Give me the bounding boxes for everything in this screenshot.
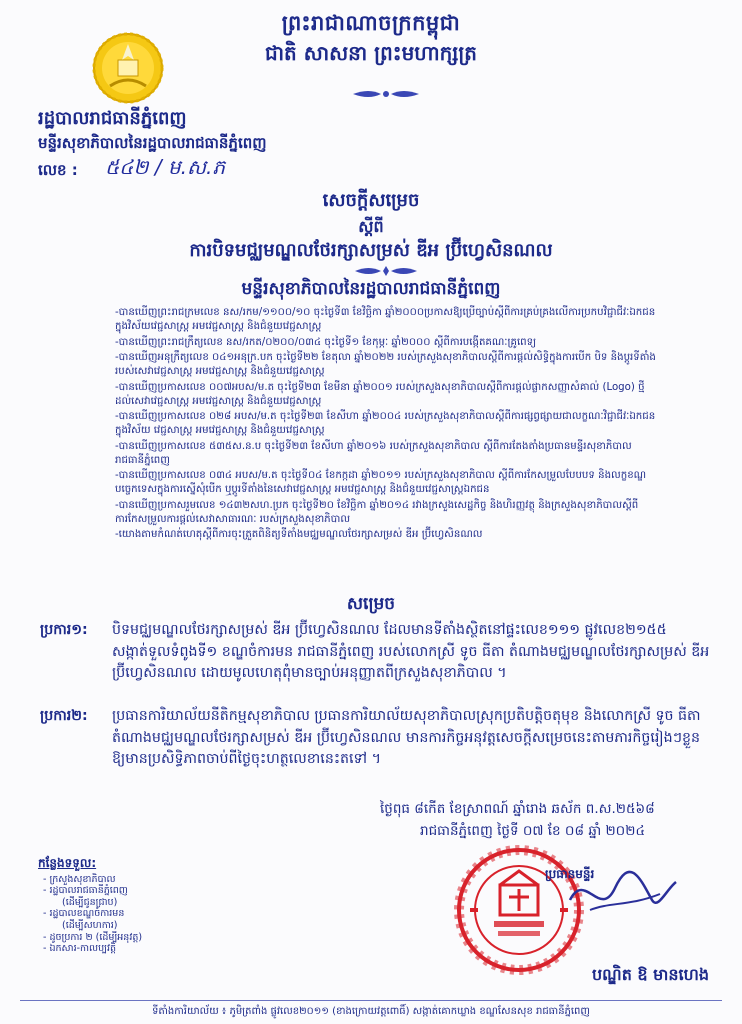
recipients-heading: កន្លែងទទួល: <box>38 856 97 870</box>
signer-title: ប្រធានមន្ទីរ <box>545 867 595 881</box>
ornament-divider-icon <box>351 86 421 102</box>
consideration-item: -បានឃើញប្រកាសរួមលេខ ១៤៣២សហ.ប្រក ចុះថ្ងៃទី២០ ខែវិច្ឆិកា ឆ្នាំ២០១៤ រវាងក្រសួងសេដ្ឋកិច្ច និងហិរញ្ញវត្ថុ និងក្រសួងសុខាភិបាលស្ដីពីការកែសម្រួលការផ្ដល់សេវាសាធារណៈ របស់ក្រសួងសុខាភិបាល <box>115 499 639 525</box>
consideration-item: -យោងតាមកំណត់ហេតុស្ដីពីការចុះត្រួតពិនិត្យទីតាំងមជ្ឈមណ្ឌលថែរក្សាសម្រស់ ឌីអ ប្រ៊ីហ្វេសិនណល <box>115 529 483 540</box>
footer-address: ទីតាំងការិយាល័យ ៖ ភូមិត្រពាំង ផ្លូវលេខ២០១១ (ខាងក្រោយវត្តពោធិ៍) សង្កាត់គោកឃ្លាង ខណ្ឌសែនសុខ រាជធានីភ្នំពេញ <box>152 1006 590 1017</box>
consideration-item: -បានឃើញអនុក្រឹត្យលេខ ០៤១អនុក្រ.បក ចុះថ្ងៃទី២២ ខែតុលា ឆ្នាំ២០២២ របស់ក្រសួងសុខាភិបាលស្ដីពីការផ្ដល់សិទ្ធិក្នុងការបើក បិទ និងប្ដូរទីតាំងរបស់សេវាវេជ្ជសាស្ត្រ អមវេជ្ជសាស្ត្រ និងជំនួយវេជ្ជសាស្ត្រ <box>115 352 656 377</box>
recipient-item: - រដ្ឋបាលរាជធានីភ្នំពេញ <box>43 885 128 897</box>
article-label: ប្រការ១: <box>40 622 88 638</box>
about-label: ស្ដីពី <box>358 217 384 236</box>
recipient-item: - ដូចប្រការ ២ (ដើម្បីអនុវត្ត) <box>43 931 143 943</box>
recipients-block <box>38 858 188 955</box>
article-2 <box>40 706 712 796</box>
recipient-item: - រដ្ឋបាលខណ្ឌចំការមន <box>43 908 125 920</box>
document-subject: ការបិទមជ្ឈមណ្ឌលថែរក្សាសម្រស់ ឌីអ ប្រ៊ីហ្វេសិនណល <box>189 240 553 261</box>
consideration-item: -បានឃើញប្រកាសលេខ ០៣៤ អបស/ម.ត ចុះថ្ងៃទី០៤ ខែកក្កដា ឆ្នាំ២០១១ របស់ក្រសួងសុខាភិបាល ស្ដីពីការកែសម្រួលបែបបទ និងលក្ខខណ្ឌបច្ចេកទេសក្នុងការស្នើសុំបើក ឬប្ដូរទីតាំងនៃសេវាវេជ្ជសាស្ត្រ អមវេជ្ជសាស្ត្រ និងជំនួយវេជ្ជសាស្ត្រឯកជន <box>115 470 647 495</box>
considerations-list <box>115 306 660 544</box>
article-text: បិទមជ្ឈមណ្ឌលថែរក្សាសម្រស់ ឌីអ ប្រ៊ីហ្វេសិនណល ដែលមានទីតាំងស្ថិតនៅផ្ទះលេខ១១១ ផ្លូវលេខ២១៥៥ សង្កាត់ទួលទំពូងទី១ ខណ្ឌចំការមន រាជធានីភ្នំពេញ របស់លោកស្រី ទូច ធីតា តំណាងមជ្ឈមណ្ឌលថែរក្សាសម្រស់ ឌីអ ប្រ៊ីហ្វេសិនណល ដោយមូលហេតុពុំមានច្បាប់អនុញ្ញាតពីក្រសួងសុខាភិបាល ។ <box>112 622 710 681</box>
national-motto: ជាតិ សាសនា ព្រះមហាក្សត្រ <box>265 41 477 65</box>
consideration-item: -បានឃើញប្រកាសលេខ ៥៣៥ស.ន.ប ចុះថ្ងៃទី២៣ ខែសីហា ឆ្នាំ២០១៦ របស់ក្រសួងសុខាភិបាល ស្ដីពីការតែងតាំងប្រធានមន្ទីរសុខាភិបាលរាជធានីភ្នំពេញ <box>115 440 632 466</box>
consideration-item: -បានឃើញព្រះរាជក្រឹត្យលេខ នស/រកត/០២០០/០៣៤ ចុះថ្ងៃទី១ ខែកុម្ភៈ ឆ្នាំ២០០០ ស្ដីពីការបង្កើតគណៈគ្រូពេទ្យ <box>115 336 537 348</box>
signer-name: បណ្ឌិត ឱ មានហេង <box>592 965 709 984</box>
kingdom-title: ព្រះរាជាណាចក្រកម្ពុជា <box>281 11 461 35</box>
handwritten-signature-icon <box>560 860 680 930</box>
deciding-authority: មន្ទីរសុខាភិបាលនៃរដ្ឋបាលរាជធានីភ្នំពេញ <box>241 279 501 299</box>
consideration-item: -បានឃើញប្រកាសលេខ ០០៧អបស/ម.ត ចុះថ្ងៃទី២៣ ខែមីនា ឆ្នាំ២០០១ របស់ក្រសួងសុខាភិបាលស្ដីពីការផ្ដល់ផ្លាកសញ្ញាសំគាល់ (Logo) ថ្មីដល់សេវាវេជ្ជសាស្ត្រ អមវេជ្ជសាស្ត្រ និងជំនួយវេជ្ជសាស្ត្រ <box>115 381 645 407</box>
recipient-note: (ដើម្បីសហការ) <box>62 919 118 931</box>
recipient-item: - ឯកសារ-កាលប្បវត្តិ <box>43 943 117 955</box>
recipient-note: (ដើម្បីជូនជ្រាប) <box>62 896 118 908</box>
consideration-item: -បានឃើញព្រះរាជក្រមលេខ នស/រកម/១១០០/១០ ចុះថ្ងៃទី៣ ខែវិច្ឆិកា ឆ្នាំ២០០០ប្រកាសឱ្យប្រើច្បាប់ស្ដីពីការគ្រប់គ្រងលើការប្រកបវិជ្ជាជីវៈឯកជនក្នុងវិស័យវេជ្ជសាស្ត្រ អមវេជ្ជសាស្ត្រ និងជំនួយវេជ្ជសាស្ត្រ <box>115 307 656 332</box>
article-1 <box>40 620 712 710</box>
document-type: សេចក្ដីសម្រេច <box>322 190 420 211</box>
consideration-item: -បានឃើញប្រកាសលេខ ០២៨ អបស/ម.ត ចុះថ្ងៃទី២៣ ខែសីហា ឆ្នាំ២០០៤ របស់ក្រសួងសុខាភិបាលស្ដីពីការផ្សព្វផ្សាយជាលក្ខណៈវិជ្ជាជីវៈឯកជនក្នុងវិស័យ វេជ្ជសាស្ត្រ អមវេជ្ជសាស្ត្រ និងជំនួយវេជ្ជសាស្ត្រ <box>115 411 656 436</box>
issuing-administration: រដ្ឋបាលរាជធានីភ្នំពេញ <box>38 108 187 129</box>
lunar-date: ថ្ងៃពុធ ៨កើត ខែស្រាពណ៍ ឆ្នាំរោង ឆស័ក ព.ស.២៥៦៨ <box>380 801 655 817</box>
article-text: ប្រធានការិយាល័យនីតិកម្មសុខាភិបាល ប្រធានការិយាល័យសុខាភិបាលស្រុកប្រតិបត្តិចតុមុខ និងលោកស្រី ទូច ធីតា តំណាងមជ្ឈមណ្ឌលថែរក្សាសម្រស់ ឌីអ ប្រ៊ីហ្វេសិនណល មានការកិច្ចអនុវត្តសេចក្ដីសម្រេចនេះតាមភារកិច្ចរៀងៗខ្លួន ឱ្យមានប្រសិទ្ធិភាពចាប់ពីថ្ងៃចុះហត្ថលេខានេះតទៅ ។ <box>112 708 701 767</box>
footer-divider <box>20 1000 722 1001</box>
reference-number: ៥៤២ / ម.ស.ភ <box>105 155 226 179</box>
reference-label: លេខ : <box>38 161 78 179</box>
issuing-department: មន្ទីរសុខាភិបាលនៃរដ្ឋបាលរាជធានីភ្នំពេញ <box>38 134 267 152</box>
article-label: ប្រការ២: <box>40 708 88 724</box>
ornament-divider-icon <box>351 264 421 278</box>
solar-date: រាជធានីភ្នំពេញ ថ្ងៃទី ០៧ ខែ ០៨ ឆ្នាំ ២០២៤ <box>420 823 646 839</box>
decision-heading: សម្រេច <box>346 594 396 614</box>
recipient-item: - ក្រសួងសុខាភិបាល <box>43 873 116 885</box>
